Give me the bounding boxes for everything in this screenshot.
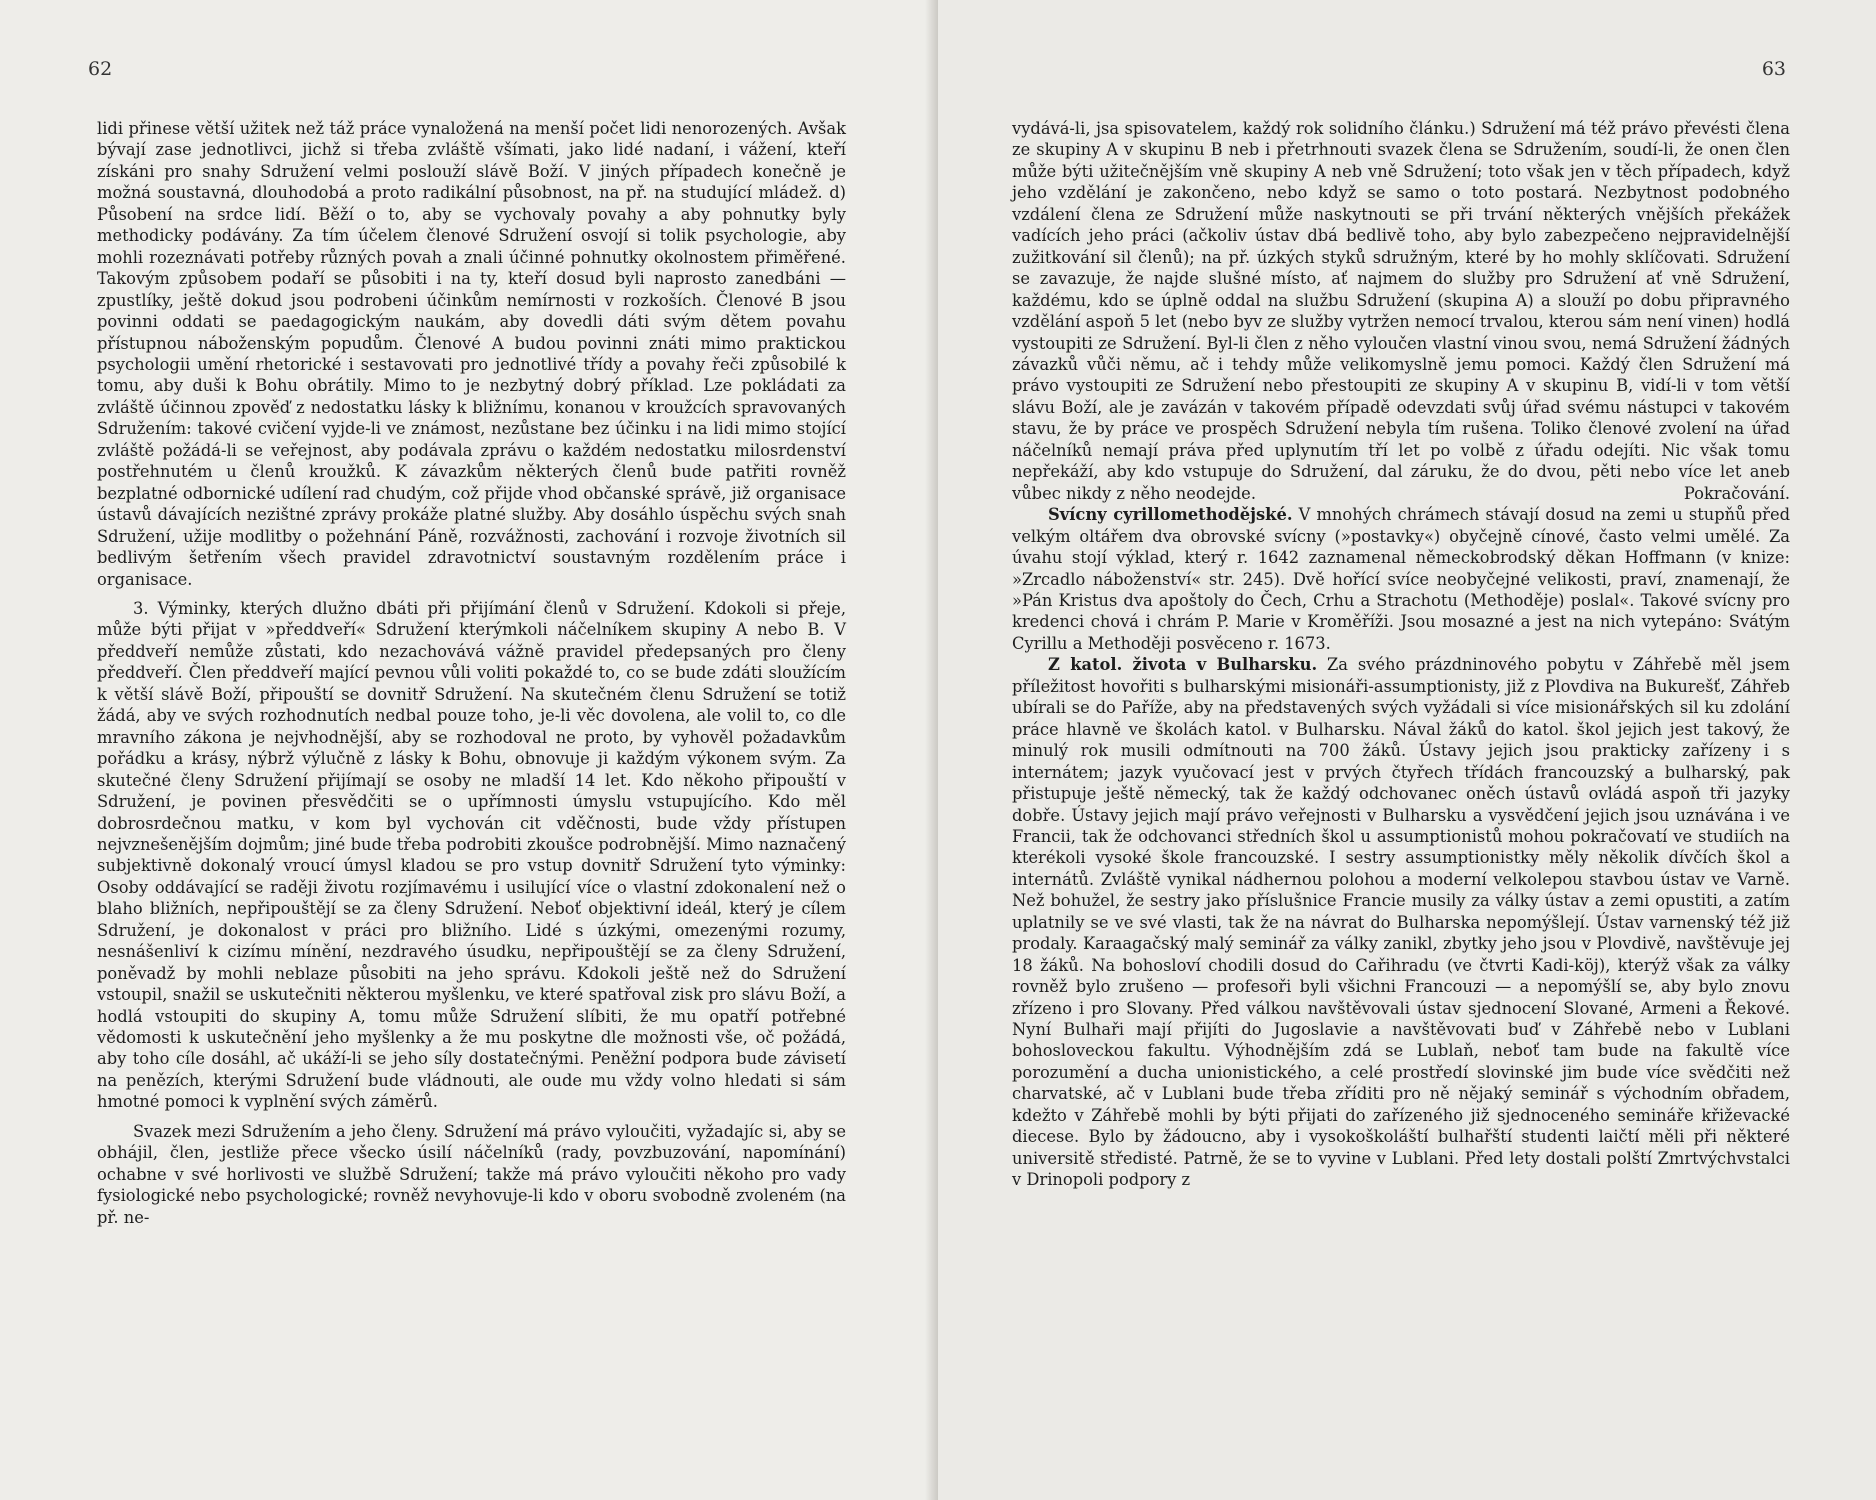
article-heading: Svícny cyrillomethodějské. — [1048, 505, 1293, 525]
paragraph-text: vydává-li, jsa spisovatelem, každý rok solidního článku.) Sdružení má též právo převésti člena ze skupiny A v skupinu B neb i přetrhnouti svazek člena se Sdružením, soudí-li, že onen člen může býti užitečnějším vně skupiny A neb vně Sdružení; toto však jen v těch případech, když jeho vzdělání je zakončeno, nebo když se samo o toto postará. Nezbytnost podobného vzdálení člena ze Sdružení může naskytnouti se při trvání některých vnějších překážek vadících jeho práci (ačkoliv ústav dbá bedlivě toho, aby bylo zabezpečeno nejpravidelnější zužitkování sil členů); na př. úzkých styků sdružným, které by ho mohly sklíčovati. Sdružení se zavazuje, že najde slušné místo, ať najmem do služby pro Sdružení ať vně Sdružení, každému, kdo se úplně oddal na službu Sdružení (skupina A) a slouží po dobu připravného vzdělání aspoň 5 let (nebo byv ze služby vytržen nemocí trvalou, kterou sám není vinen) hodlá vystoupiti ze Sdružení. Byl-li člen z něho vyloučen vlastní vinou svou, nemá Sdružení žádných závazků vůči němu, ač i tehdy může velikomyslně jemu pomoci. Každý člen Sdružení má právo vystoupiti ze Sdružení nebo přestoupiti ze skupiny A v skupinu B, vidí-li v tom větší slávu Boží, ale je zavázán v takovém případě odevzdati svůj úřad svému nástupci v takovém stavu, že by práce ve prospěch Sdružení nebyla tím rušena. Toliko členové zvolení na úřad náčelníků nemají práva před uplynutím tří let po volbě z úřadu odejíti. Nic však tomu nepřekáží, aby kdo vstupuje do Sdružení, dal záruku, že do dvou, pěti nebo více let aneb vůbec nikdy z něho neodejde. — [1012, 119, 1790, 503]
article-body: V mnohých chrámech stávají dosud na zemi u stupňů před velkým oltářem dva obrovské svícny (»postavky«) obyčejně cínové, často velmi umělé. Za úvahu stojí výklad, který r. 1642 zaznamenal německobrodský děkan Hoffmann (v knize: »Zrcadlo náboženství« str. 245). Dvě hořící svíce neobyčejné velikosti, praví, znamenají, že »Pán Kristus dva apoštoly do Čech, Crhu a Strachotu (Methoděje) poslal«. Takové svícny pro kredenci chová i chrám P. Marie v Kroměříži. Jsou mosazné a jest na nich vytepáno: Svátým Cyrillu a Methoději posvěceno r. 1673. — [1012, 505, 1791, 653]
paragraph — [1012, 118, 1790, 504]
article-bulharsko — [1012, 654, 1790, 1190]
article-body: Za svého prázdninového pobytu v Záhřebě měl jsem příležitost hovořiti s bulharskými misionáři-assumptionisty, již z Plovdiva na Bukurešť, Záhřeb ubírali se do Paříže, aby na představených svých vyžádali si více misionářských sil ku zdolání práce hlavně ve školách katol. v Bulharsku. Nával žáků do katol. škol jejich jest takový, že minulý rok musili odmítnouti na 700 žáků. Ústavy jejich jsou prakticky zařízeny i s internátem; jazyk vyučovací jest v prvých čtyřech třídách francouzský a bulharský, pak přistupuje ještě německý, tak že každý odchovanec oněch ústavů ovládá aspoň tři jazyky dobře. Ústavy jejich mají právo veřejnosti v Bulharsku a vysvědčení jejich jsou uznávána i ve Francii, tak že odchovanci středních škol u assumptionistů mohou pokračovatí ve studiích na kterékoli vysoké škole francouzské. I sestry assumptionistky měly několik dívčích škol a internátů. Zvláště vynikal nádhernou polohou a moderní velkolepou stavbou ústav ve Varně. Než bohužel, že sestry jako příslušnice Francie musily za války ústav a zemi opustiti, a zatím uplatnily se ve své vlasti, tak že na návrat do Bulharska nepomýšlejí. Ústav varnenský též již prodaly. Karaagačský malý seminář za války zanikl, zbytky jeho jsou v Plovdivě, navštěvuje jej 18 žáků. Na bohosloví chodili dosud do Cařihradu (ve čtvrti Kadi-köj), kterýž však za války rovněž bylo zrušeno — profesoři byli všichni Francouzi — a nepomýšlí se, aby bylo znovu zřízeno i pro Slovany. Před válkou navštěvovali ústav sjednocení Slované, Armeni a Řekové. Nyní Bulhaři mají přijíti do Jugoslavie a navštěvovati buď v Záhřebě nebo v Lublani bohosloveckou fakultu. Výhodnějším zdá se Lublaň, neboť tam bude na fakultě více porozumění a ducha unionistického, a celé prostředí slovinské jim bude více svědčiti než charvatské, ač v Lublani bude třeba zříditi pro ně nějaký seminář s východním obřadem, kdežto v Záhřebě mohli by býti přijati do zařízeného již sjednoceného semináře křiževacké diecese. Bylo by žádoucno, aby i vysokoškoláští bulhařští studenti laičtí měli při některé universitě středisté. Patrně, že se to vyvine v Lublani. Před lety dostali polští Zmrtvýchvstalci v Drinopoli podpory z — [1012, 655, 1790, 1190]
page-number: 63 — [1761, 58, 1786, 80]
page-number: 62 — [88, 58, 113, 80]
paragraph: lidi přinese větší užitek než táž práce vynaložená na menší počet lidi nenorozených. Avšak bývají zase jednotlivci, jichž si třeba zvláště všímati, jako lidé nadaní, i vážení, kteří získáni pro snahy Sdružení velmi poslouží slávě Boží. V jiných případech konečně je možná soustavná, dlouhodobá a proto radikální působnost, na př. na studující mládež. d) Působení na srdce lidí. Běží o to, aby se vychovaly povahy a aby pohnutky byly methodicky podávány. Za tím účelem členové Sdružení osvojí si tolik psychologie, aby mohli rozeznávati potřeby různých povah a znali účinné pohnutky okolnostem přiměřené. Takovým způsobem podaří se působiti i na ty, kteří dosud byli naprosto zanedbáni — zpustlíky, ještě dokud jsou podrobeni účinkům nemírnosti v rozkoších. Členové B jsou povinni oddati se paedagogickým naukám, aby dovedli dáti svým dětem povahu přístupnou náboženským popudům. Členové A budou povinni znáti mimo praktickou psychologii umění rhetorické i sestavovati pro jednotlivé třídy a povahy řeči způsobilé k tomu, aby duši k Bohu obrátily. Mimo to je nezbytný dobrý příklad. Lze pokládati za zvláště účinnou zpověď z nedostatku lásky k bližnímu, konanou v kroužcích spravovaných Sdružením: takové cvičení vyjde-li ve známost, nezůstane bez účinku i na lidi mimo stojící zvláště požádá-li se veřejnost, aby podávala zprávu o každém nedostatku milosrdenství postřehnutém u členů kroužků. K závazkům některých členů bude patřiti rovněž bezplatné odbornické udílení rad chudým, což přijde vhod občanské správě, již organisace ústavů dávajících nezištné zprávy prokáže platné služby. Aby dosáhlo úspěchu svých snah Sdružení, užije modlitby o požehnání Páně, rozvážnosti, zachování i rozvoje životních sil bedlivým šetřením všech pravidel zdravotnictví soustavným rozdělením práce i organisace. — [97, 119, 846, 589]
article-heading: Z katol. života v Bulharsku. — [1048, 655, 1318, 675]
paragraph: 3. Výminky, kterých dlužno dbáti při přijímání členů v Sdružení. Kdokoli si přeje, může býti přijat v »předdveří« Sdružení kterýmkoli náčelníkem skupiny A nebo B. V předdveří nemůže zůstati, kdo nezachovává vážně pravidel předepsaných pro členy předdveří. Člen předdveří mající pevnou vůli voliti pokaždé to, co se bude zdáti sloužícím k větší slávě Boží, připouští se dovnitř Sdružení. Na skutečném členu Sdružení se totiž žádá, aby ve svých rozhodnutích nedbal pouze toho, je-li věc dovolena, ale volil to, co dle mravního zákona je nejvhodnější, aby se rozhodoval ne proto, by vyhověl požadavkům pořádku a krásy, nýbrž výlučně z lásky k Bohu, obnovuje ji každým výkonem svým. Za skutečné členy Sdružení přijímají se osoby ne mladší 14 let. Kdo někoho připouští v Sdružení, je povinen přesvědčiti se o upřímnosti úmyslu vstupujícího. Kdo měl dobrosrdečnou matku, v kom byl vychován cit vděčnosti, bude vždy přístupen nejvznešenějším dojmům; jiné bude třeba podrobiti zkoušce podrobnější. Mimo naznačený subjektivně dokonalý vroucí úmysl kladou se pro vstup dovnitř Sdružení tyto výminky: Osoby oddávající se raději životu rozjímavému i usilující více o vlastní zdokonalení než o blaho bližních, nepřipouštějí se za členy Sdružení. Neboť objektivní ideál, který je cílem Sdružení, je dokonalost v práci pro bližního. Lidé s úzkými, omezenými rozumy, nesnášenliví k cizímu mínění, nezdravého úsudku, nepřipouštějí se za členy Sdružení, poněvadž by mohli neblaze působiti na jeho správu. Kdokoli ještě než do Sdružení vstoupil, snažil se uskutečniti některou myšlenku, ve které spatřoval zisk pro slávu Boží, a hodlá vstoupiti do skupiny A, tomu může Sdružení slíbiti, že mu opatří potřebné vědomosti k uskutečnění jeho myšlenky a že mu poskytne dle možnosti vše, oč požádá, aby toho cíle dosáhl, ač ukáží-li se jeho síly dostatečnými. Peněžní podpora bude závisetí na penězích, kterými Sdružení bude vládnouti, ale oude mu vždy volno hledati si sám hmotné pomoci k vyplnění svých záměrů. — [97, 598, 846, 1112]
left-page-text — [97, 118, 846, 1228]
article-svicny — [1012, 504, 1790, 654]
right-page-text — [1012, 118, 1790, 1191]
paragraph: Svazek mezi Sdružením a jeho členy. Sdružení má právo vyloučiti, vyžadajíc si, aby se obhájil, člen, jestliže přece všecko úsilí náčelníků (rady, povzbuzování, napomínání) ochabne v své horlivosti ve službě Sdružení; takže má právo vyloučiti někoho pro vady fysiologické nebo psychologické; rovněž nevyhovuje-li kdo v oboru svobodně zvoleném (na př. ne- — [97, 1121, 846, 1227]
continuation-signature: Pokračování. — [1683, 483, 1790, 503]
right-page — [938, 0, 1876, 1500]
